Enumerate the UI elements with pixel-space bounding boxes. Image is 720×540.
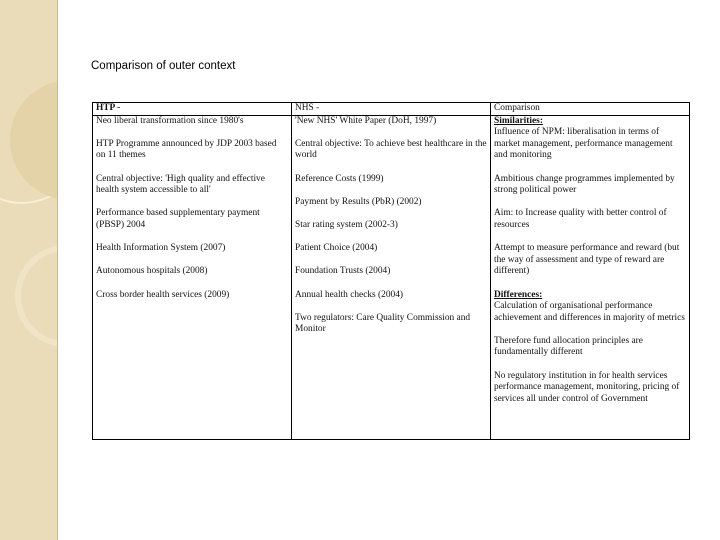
similarity-item: Influence of NPM: liberalisation in terms of market management, performance management and monitoring: [494, 127, 673, 161]
nhs-item: Payment by Results (PbR) (2002): [295, 196, 422, 207]
similarity-item: Attempt to measure performance and reward (but the way of assessment and type of reward are different): [494, 243, 680, 277]
header-comparison: Comparison: [491, 103, 690, 116]
nhs-item: 'New NHS' White Paper (DoH, 1997): [295, 115, 437, 126]
nhs-item: Foundation Trusts (2004): [295, 266, 391, 277]
similarity-item: Ambitious change programmes implemented by strong political power: [494, 173, 675, 196]
nhs-item: Central objective: To achieve best healthcare in the world: [295, 138, 487, 161]
difference-item: No regulatory institution in for health services performance management, monitoring, pricing of services all under control of Government: [494, 370, 680, 404]
htp-item: Central objective: 'High quality and effective health system accessible to all': [96, 173, 265, 196]
nhs-item: Patient Choice (2004): [295, 243, 378, 254]
nhs-item: Reference Costs (1999): [295, 173, 384, 184]
comparison-table: [92, 102, 690, 440]
nhs-item: Star rating system (2002-3): [295, 219, 398, 230]
decorative-sidebar: [0, 0, 58, 540]
difference-item: Therefore fund allocation principles are fundamentally different: [494, 335, 643, 358]
similarities-heading: Similarities:: [494, 115, 543, 126]
header-nhs: NHS -: [292, 103, 491, 116]
nhs-item: Annual health checks (2004): [295, 289, 404, 300]
slide-title: Comparison of outer context: [91, 60, 236, 72]
comparison-column: [491, 115, 690, 439]
differences-heading: Differences:: [494, 289, 543, 300]
difference-item: Calculation of organisational performance achievement and differences in majority of metrics: [494, 301, 685, 323]
htp-item: Performance based supplementary payment (PBSP) 2004: [96, 208, 260, 230]
htp-item: HTP Programme announced by JDP 2003 based on 11 themes: [96, 138, 277, 161]
nhs-item: Two regulators: Care Quality Commission and Monitor: [295, 312, 471, 335]
htp-item: Neo liberal transformation since 1980's: [96, 115, 244, 126]
htp-column: [93, 115, 292, 439]
htp-item: Health Information System (2007): [96, 243, 226, 254]
similarity-item: Aim: to Increase quality with better control of resources: [494, 208, 667, 230]
header-htp: HTP -: [93, 103, 292, 116]
nhs-column: [292, 115, 491, 439]
htp-item: Cross border health services (2009): [96, 289, 230, 300]
htp-item: Autonomous hospitals (2008): [96, 266, 208, 277]
